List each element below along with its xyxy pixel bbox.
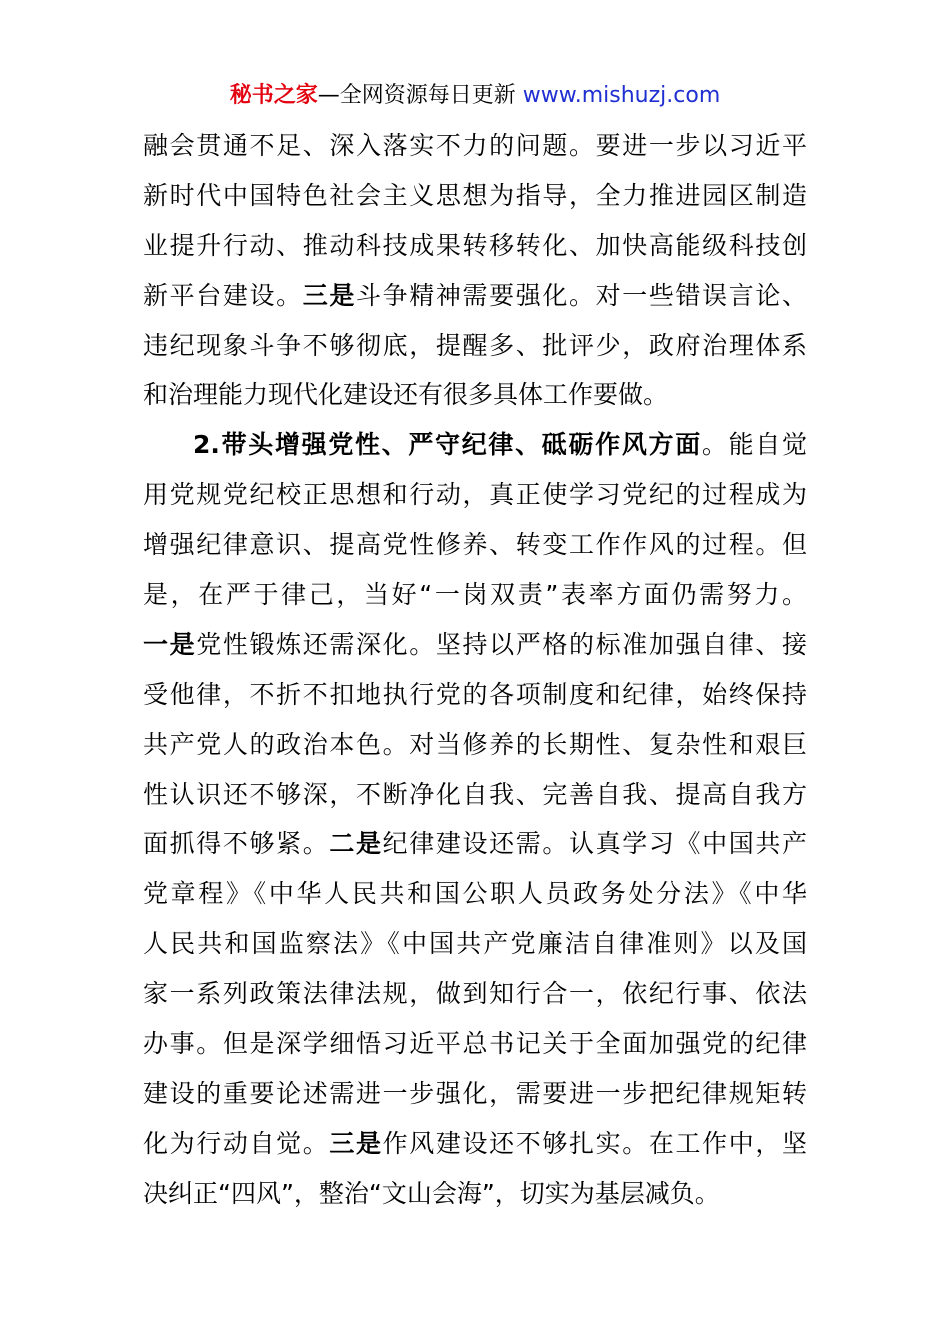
text-line: 新平台建设。三是斗争精神需要强化。对一些错误言论、 bbox=[143, 280, 807, 310]
text-line: 性认识还不够深，不断净化自我、完善自我、提高自我方 bbox=[143, 779, 807, 809]
text-line: 家一系列政策法律法规，做到知行合一，依纪行事、依法 bbox=[143, 979, 807, 1009]
paragraph-2 bbox=[143, 420, 807, 1218]
text-line: 一是党性锻炼还需深化。坚持以严格的标准加强自律、接 bbox=[143, 629, 807, 659]
section-heading: 2.带头增强党性、严守纪律、砥砺作风方面 bbox=[193, 430, 702, 460]
site-url-link[interactable]: www.mishuzj.com bbox=[522, 83, 721, 108]
text-line: 增强纪律意识、提高党性修养、转变工作作风的过程。但 bbox=[143, 530, 807, 560]
site-header bbox=[0, 80, 950, 112]
text-line: 和治理能力现代化建设还有很多具体工作要做。 bbox=[143, 380, 669, 410]
text-line: 是，在严于律己，当好“一岗双责”表率方面仍需努力。 bbox=[143, 580, 807, 610]
text-line: 受他律，不折不扣地执行党的各项制度和纪律，始终保持 bbox=[143, 679, 807, 709]
text-line: 建设的重要论述需进一步强化，需要进一步把纪律规矩转 bbox=[143, 1078, 807, 1108]
header-tagline: —全网资源每日更新 bbox=[317, 83, 516, 108]
bold-marker: 二是 bbox=[329, 829, 383, 859]
bold-marker: 一是 bbox=[143, 629, 197, 659]
text-line: 违纪现象斗争不够彻底，提醒多、批评少，政府治理体系 bbox=[143, 330, 807, 360]
text-line: 新时代中国特色社会主义思想为指导，全力推进园区制造 bbox=[143, 180, 807, 210]
text-line: 面抓得不够紧。二是纪律建设还需。认真学习《中国共产 bbox=[143, 829, 807, 859]
text-line: 办事。但是深学细悟习近平总书记关于全面加强党的纪律 bbox=[143, 1029, 807, 1059]
bold-marker: 三是 bbox=[302, 280, 356, 310]
text-line: 共产党人的政治本色。对当修养的长期性、复杂性和艰巨 bbox=[143, 729, 807, 759]
text-line: 业提升行动、推动科技成果转移转化、加快高能级科技创 bbox=[143, 230, 807, 260]
bold-marker: 三是 bbox=[329, 1128, 383, 1158]
text-line: 用党规党纪校正思想和行动，真正使学习党纪的过程成为 bbox=[143, 480, 807, 510]
text-line: 党章程》《中华人民共和国公职人员政务处分法》《中华 bbox=[143, 879, 807, 909]
section-heading-line: 2.带头增强党性、严守纪律、砥砺作风方面。能自觉 bbox=[193, 430, 807, 460]
text-line: 化为行动自觉。三是作风建设还不够扎实。在工作中，坚 bbox=[143, 1128, 807, 1158]
paragraph-1 bbox=[143, 121, 807, 420]
text-line: 融会贯通不足、深入落实不力的问题。要进一步以习近平 bbox=[143, 131, 807, 160]
document-body bbox=[143, 121, 807, 1219]
text-line: 决纠正“四风”，整治“文山会海”，切实为基层减负。 bbox=[143, 1178, 720, 1208]
brand-name: 秘书之家 bbox=[229, 83, 318, 108]
text-line: 人民共和国监察法》《中国共产党廉洁自律准则》以及国 bbox=[143, 929, 807, 959]
